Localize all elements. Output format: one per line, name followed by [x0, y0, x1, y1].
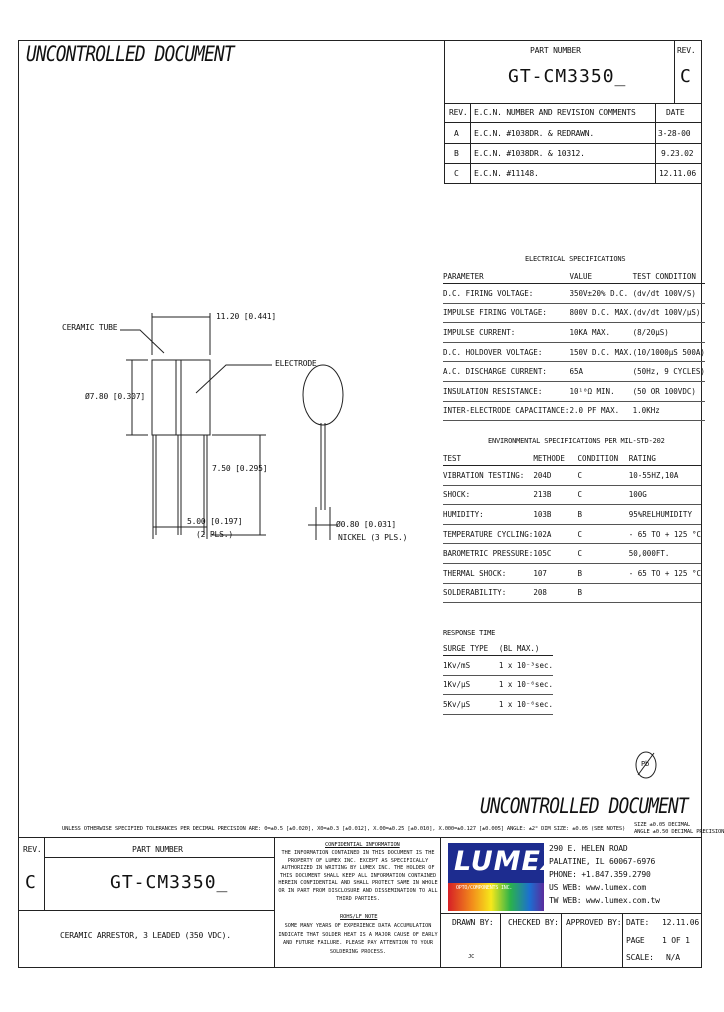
tb-rev-label: REV.	[23, 845, 42, 854]
page-value: 1 OF 1	[662, 936, 690, 945]
response-title: RESPONSE TIME	[443, 629, 496, 637]
drawn-by-label: DRAWN BY:	[452, 918, 494, 927]
component-drawing	[40, 295, 420, 555]
ceramic-tube-label: CERAMIC TUBE	[62, 323, 118, 332]
date-value: 12.11.06	[662, 918, 699, 927]
tb-part-number: GT-CM3350_	[110, 872, 229, 893]
scale-label: SCALE:	[626, 953, 654, 962]
uncontrolled-stamp-bottom: UNCONTROLLED DOCUMENT	[480, 794, 688, 818]
address-line-5: TW WEB: www.lumex.com.tw	[549, 896, 660, 905]
rev-value: C	[680, 66, 692, 87]
side-view-disc	[303, 365, 343, 425]
rohs-note-title: ROHS/LF NOTE	[340, 914, 378, 920]
date-label: DATE:	[626, 918, 650, 927]
dim-lead-length: 7.50 [0.295]	[212, 464, 268, 473]
tb-rev: C	[25, 872, 37, 893]
pn-header-divider	[444, 40, 445, 183]
confidential-title: CONFIDENTIAL INFORMATION	[325, 842, 400, 848]
tolerance-note: UNLESS OTHERWISE SPECIFIED TOLERANCES PER DECIMAL PRECISION ARE: 0=±0.5 [±0.020], X0=±0.3 [±0.012], X.00=±0.25 [±0.010], X.000=±0.127 [±0.005] ANGLE: ±2° DIM SIZE: ±0.05 (SEE NOTES)	[62, 826, 626, 832]
rev-label: REV.	[677, 46, 696, 55]
tb-part-number-label: PART NUMBER	[132, 845, 183, 854]
electrical-title: ELECTRICAL SPECIFICATIONS	[525, 255, 626, 263]
rev-row-a-date: 3-28-00	[658, 129, 691, 138]
tb-description: CERAMIC ARRESTOR, 3 LEADED (350 VDC).	[60, 931, 231, 940]
lumex-logo: LUMEX OPTO/COMPONENTS INC.	[448, 843, 544, 911]
rev-row-b-comment: E.C.N. #1038DR. & 10312.	[474, 149, 585, 158]
rev-row-c-date: 12.11.06	[659, 169, 696, 178]
dim-pitch-note: (2 PLS.)	[196, 530, 233, 539]
address-line-1: 290 E. HELEN ROAD	[549, 844, 628, 853]
address-line-4: US WEB: www.lumex.com	[549, 883, 646, 892]
dim-diameter: Ø7.80 [0.307]	[85, 392, 146, 401]
response-table: SURGE TYPE (BL MAX.) 1Kv/mS 1 x 10⁻³sec. 1Kv/µS 1 x 10⁻⁶sec. 5Kv/µS 1 x 10⁻⁶sec.	[443, 642, 553, 715]
approved-by-label: APPROVED BY:	[566, 918, 622, 927]
uncontrolled-stamp-top: UNCONTROLLED DOCUMENT	[26, 42, 234, 66]
rev-row-a-rev: A	[454, 129, 459, 138]
tolerance-note-right-1: SIZE ±0.05 DECIMAL	[634, 822, 691, 828]
environmental-table: TEST METHODE CONDITION RATING VIBRATION TESTING: 204D C 10-55HZ,10A SHOCK: 213B C 100G HUMIDITY: 103B B 95%RELHUMIDITY TEMPERATURE CYCLING: 102A C - 65 TO + 125 °C BAROMETRIC PRESSURE: 105C C 50,000FT. THERMAL SHOCK: 107 B - 65 TO + 125 °C SOLDERABILITY: 208 B	[443, 452, 701, 603]
electrical-table: PARAMETER VALUE TEST CONDITION D.C. FIRING VOLTAGE: 350V±20% D.C. (dv/dt 100V/S) IMPULSE FIRING VOLTAGE: 800V D.C. MAX. (dv/dt 100V/µS) IMPULSE CURRENT: 10KA MAX. (8/20µS) D.C. HOLDOVER VOLTAGE: 150V D.C. MAX. (10/1000µS 500A) A.C. DISCHARGE CURRENT: 65A (50Hz, 9 CYCLES) INSULATION RESISTANCE: 10¹⁰Ω MIN. (50 OR 100VDC) INTER-ELECTRODE CAPACITANCE: 2.0 PF MAX. 1.0KHz	[443, 270, 705, 421]
pb-free-icon: Pb	[634, 743, 658, 779]
part-number-label: PART NUMBER	[530, 46, 581, 55]
address-line-2: PALATINE, IL 60067-6976	[549, 857, 656, 866]
page-label: PAGE	[626, 936, 645, 945]
rohs-note-text: SOME MANY YEARS OF EXPERIENCE DATA ACCUMULATION INDICATE THAT SOLDER HEAT IS A MAJOR CAUSE OF EARLY AND FUTURE FAILURE. PLEASE PAY ATTENTION TO YOUR SOLDERING PROCESS.	[278, 923, 438, 955]
environmental-title: ENVIRONMENTAL SPECIFICATIONS PER MIL-STD-202	[488, 437, 665, 445]
drawn-by: JC	[468, 954, 475, 960]
part-number: GT-CM3350_	[508, 66, 627, 87]
electrode-label: ELECTRODE	[275, 359, 317, 368]
rev-row-c-comment: E.C.N. #11148.	[474, 169, 539, 178]
checked-by-label: CHECKED BY:	[508, 918, 559, 927]
confidential-text: THE INFORMATION CONTAINED IN THIS DOCUMENT IS THE PROPERTY OF LUMEX INC. EXCEPT AS SPECIFICALLY AUTHORIZED IN WRITING BY LUMEX INC. THE HOLDER OF THIS DOCUMENT SHALL KEEP ALL INFORMATION CONTAINED HEREIN CONFIDENTIAL AND SHALL PROTECT SAME IN WHOLE OR IN PART FROM DISCLOSURE AND DISSEMINATION TO ALL THIRD PARTIES.	[278, 850, 438, 902]
rev-row-b-date: 9.23.02	[661, 149, 694, 158]
title-block-top	[18, 837, 702, 838]
dim-wire-note: NICKEL (3 PLS.)	[338, 533, 408, 542]
dim-wire: Ø0.80 [0.031]	[336, 520, 397, 529]
dim-pitch: 5.00 [0.197]	[187, 517, 243, 526]
rev-row-b-rev: B	[454, 149, 459, 158]
scale-value: N/A	[666, 953, 680, 962]
rev-row-c-rev: C	[454, 169, 459, 178]
tolerance-note-right-2: ANGLE ±0.50 DECIMAL PRECISION	[634, 829, 724, 835]
rev-row-a-comment: E.C.N. #1038DR. & REDRAWN.	[474, 129, 595, 138]
address-line-3: PHONE: +1.847.359.2790	[549, 870, 651, 879]
dim-length: 11.20 [0.441]	[216, 312, 277, 321]
